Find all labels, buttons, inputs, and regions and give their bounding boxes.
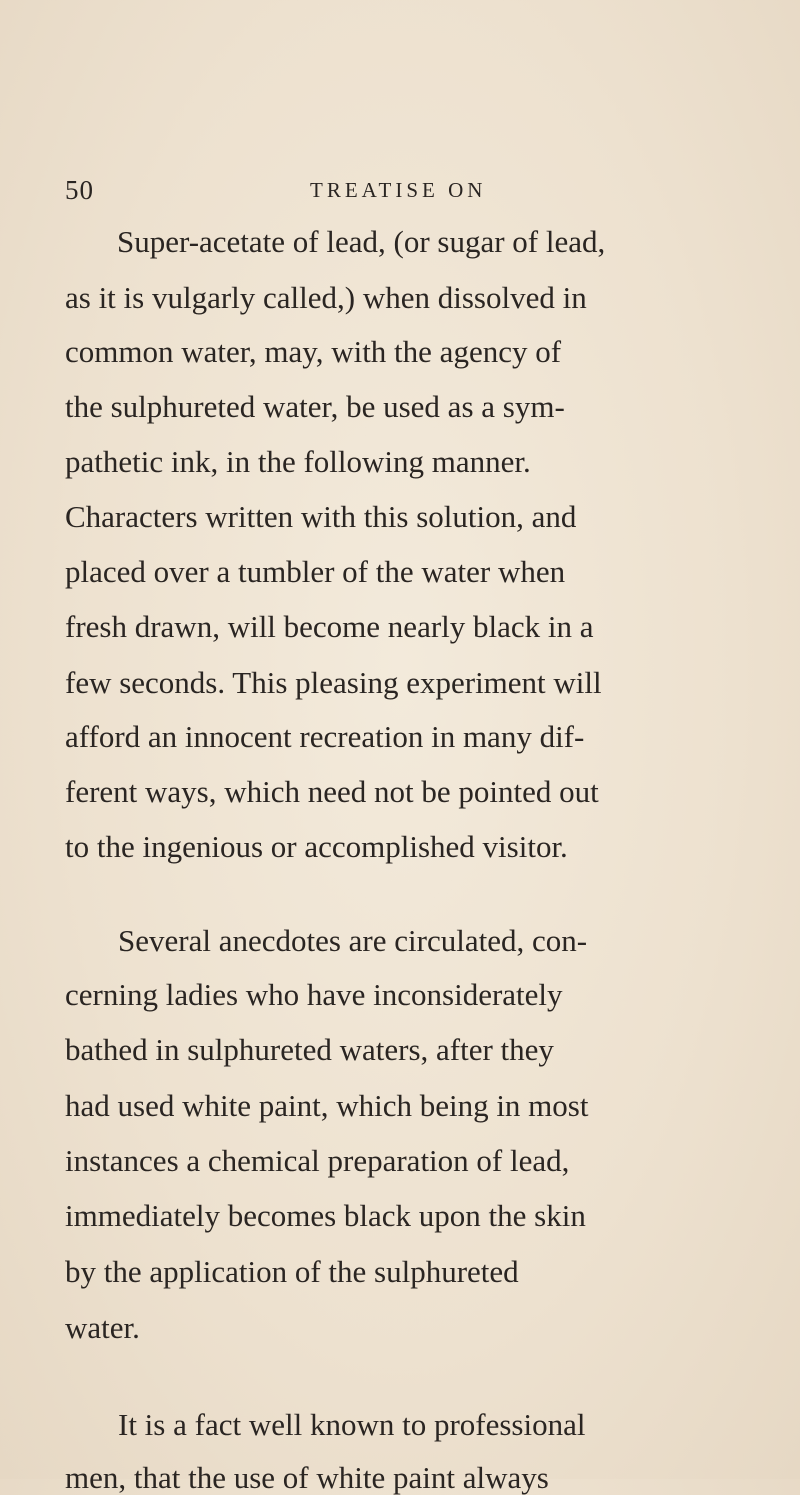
running-head	[65, 175, 765, 207]
paragraph-3-line-2: men, that the use of white paint always	[65, 1460, 549, 1495]
page-number: 50	[65, 175, 94, 205]
paragraph-1-line-12: to the ingenious or accomplished visitor.	[65, 829, 568, 864]
paragraph-2-line-4: had used white paint, which being in most	[65, 1088, 589, 1123]
paragraph-2-line-1: Several anecdotes are circulated, con-	[118, 923, 588, 958]
paragraph-1-line-1: Super-acetate of lead, (or sugar of lead,	[117, 224, 606, 259]
paragraph-1-line-11: ferent ways, which need not be pointed out	[65, 774, 599, 809]
paragraph-1-line-3: common water, may, with the agency of	[65, 334, 562, 369]
paragraph-1-line-5: pathetic ink, in the following manner.	[65, 444, 531, 479]
paragraph-2-line-8: water.	[65, 1310, 140, 1345]
paragraph-2-line-5: instances a chemical preparation of lead,	[65, 1143, 570, 1178]
paragraph-1-line-4: the sulphureted water, be used as a sym-	[65, 389, 565, 424]
paragraph-1-line-9: few seconds. This pleasing experiment will	[65, 665, 602, 700]
paragraph-2-line-2: cerning ladies who have inconsiderately	[65, 977, 563, 1012]
paragraph-1-line-7: placed over a tumbler of the water when	[65, 554, 566, 589]
running-title: TREATISE ON	[310, 178, 487, 202]
paragraph-1-line-2: as it is vulgarly called,) when dissolved in	[65, 280, 587, 315]
paragraph-2-line-3: bathed in sulphureted waters, after they	[65, 1032, 554, 1067]
paragraph-2-line-6: immediately becomes black upon the skin	[65, 1198, 586, 1233]
paragraph-3-line-1: It is a fact well known to professional	[118, 1407, 586, 1442]
paragraph-1-line-6: Characters written with this solution, and	[65, 499, 577, 534]
paragraph-1-line-10: afford an innocent recreation in many dif-	[65, 719, 585, 754]
paragraph-1-line-8: fresh drawn, will become nearly black in a	[65, 609, 594, 644]
paragraph-2-line-7: by the application of the sulphureted	[65, 1254, 519, 1289]
